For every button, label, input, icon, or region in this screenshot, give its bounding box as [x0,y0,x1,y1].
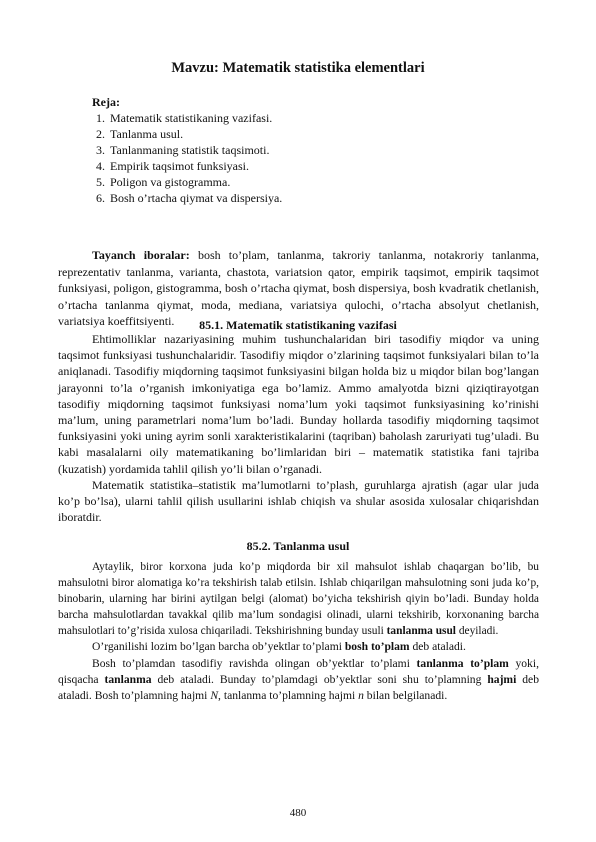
plan-item: 3. Tanlanmaning statistik taqsimoti. [108,142,282,158]
plan-item: 1. Matematik statistikaning vazifasi. [108,110,282,126]
paragraph: Ehtimolliklar nazariyasining muhim tushunchalaridan biri tasodifiy miqdor va uning taqsimot funksiyasi tushunchalaridir. Tasodifiy miqdor o’zlarining taqsimot funksiyalari bilan to’la aniqlanadi. Tasodifiy miqdorning taqsimot funksiyasini bilgan holda biz u miqdor bilan bog’langan jarayonni to’la o’rganish imkoniyatiga ega bo’lamiz. Ammo amalyotda bizni qiziqtirayotgan tasodifiy miqdorning taqsimot funksiyasi noma’lum yoki taqsimot funksiyasining ko’rinishi ma’lum, uning parametrlari noma’lum bo’ladi. Bunday hollarda tasodifiy miqdorning taqsimot funksiyasini yoki uning ayrim sonli xarakteristikalarini (taqriban) baholash zaruriyati tug’uladi. Bu kabi masalalarni oily matematikaning bo’limlaridan biri – matematik statistika fani tajriba (kuzatish) yordamida tahlil qilish yo’li bilan o’rganadi. [58,332,539,476]
section-2-body [58,559,539,704]
paragraph: O’rganilishi lozim bo’lgan barcha ob’yektlar to’plami bosh to’plam deb ataladi. [92,640,466,654]
term-bold: bosh to’plam [344,640,410,654]
paragraph: Aytaylik, biror korxona juda ko’p miqdorda bir xil mahsulot ishlab chaqargan bo’lib, bu mahsulotni biror alomatiga ko’ra tekshirish talab etilsin. Ishlab chiqarilgan mahsulotning soni juda ko’p, binobarin, ularning har birini aytilgan belgi (alomat) bo’yicha tekshirish qiyin bo’ladi. Bunday holda barcha mahsulotlardan tavakkal qilib ma’lum sondagisi olinadi, ularni tekshirib, korxonaning barcha mahsulotlari to’g’risida xulosa chiqariladi. Tekshirishning bunday usuli tanlanma usul deyiladi. [58,561,539,638]
plan-item: 5. Poligon va gistogramma. [108,174,282,190]
plan-heading: Reja: [92,95,120,109]
symbol-italic: N [210,688,219,702]
symbol-italic: n [358,688,364,702]
section-heading-2: 85.2. Tanlanma usul [246,539,350,553]
keywords-label: Tayanch iboralar: [92,248,190,262]
page-number: 480 [289,807,307,819]
keywords-text: bosh to’plam, tanlanma, takroriy tanlanma, notakroriy tanlanma, reprezentativ tanlanma, varianta, chastota, variatsion qator, empirik taqsimot, empirik taqsimot funksiyasi, poligon, gistogramma, bosh o’rtacha qiymat, bosh dispersiya, bosh kvadratik chetlanish, o’rtacha tanlanma qiymat, moda, mediana, variatsiya qulochi, o’rtacha absolyut chetlanish, variatsiya koeffitsiyenti. [58,248,539,329]
plan-list [92,94,282,206]
paragraph: Bosh to’plamdan tasodifiy ravishda olingan ob’yektlar to’plami tanlanma to’plam yoki, qisqacha tanlanma deb ataladi. Bunday to’plamdagi ob’yektlar soni shu to’plamning hajmi deb ataladi. Bosh to’plamning hajmi N, tanlanma to’plamning hajmi n bilan belgilanadi. [58,656,539,702]
plan-item: 6. Bosh o’rtacha qiymat va dispersiya. [108,190,282,206]
plan-item: 4. Empirik taqsimot funksiyasi. [108,158,282,174]
section-heading-1: 85.1. Matematik statistikaning vazifasi [199,318,397,332]
page-title: Mavzu: Matematik statistika elementlari [171,60,425,76]
term-bold: tanlanma [104,672,152,686]
section-1-body [58,331,539,525]
plan-item: 2. Tanlanma usul. [108,126,282,142]
term-bold: hajmi [487,672,517,686]
plan-items [92,110,282,206]
term-bold: tanlanma to’plam [416,656,509,670]
paragraph: Matematik statistika–statistik ma’lumotlarni to’plash, guruhlarga ajratish (agar ular juda ko’p bo’lsa), ularni tahlil qilish usullarini ishlab chiqish va shular asosida xulosalar chiqarishdan iboratdir. [58,477,539,525]
term-bold: tanlanma usul [386,625,456,638]
